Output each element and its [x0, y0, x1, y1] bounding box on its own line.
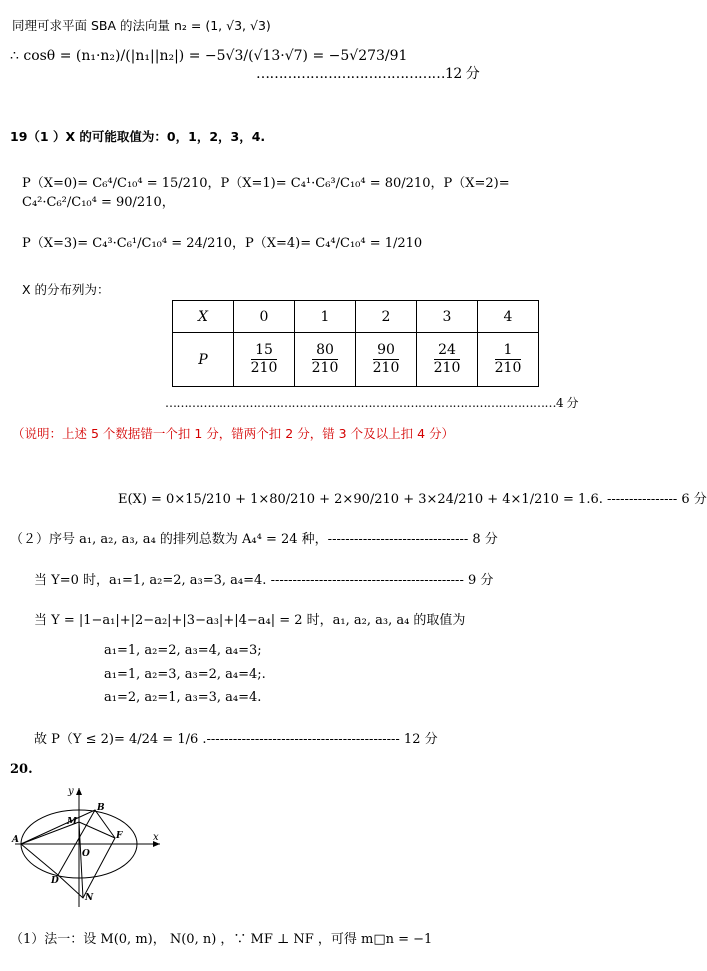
table-row: [173, 333, 539, 387]
score-4: …………………………………………………………………………………………4 分: [165, 396, 578, 410]
label-x: x: [153, 832, 159, 843]
label-y: y: [68, 786, 74, 797]
table-header-cell: 0: [234, 301, 295, 333]
case-1: a₁=1, a₂=2, a₃=4, a₄=3;: [104, 643, 262, 658]
distribution-table: [172, 300, 539, 387]
label-o: O: [82, 849, 90, 859]
label-m: M: [67, 817, 77, 827]
case-2: a₁=1, a₂=3, a₃=2, a₄=4;.: [104, 667, 266, 682]
table-cell: $\frac{24}{210}$: [417, 333, 478, 387]
normal-vector-line: [12, 16, 271, 34]
grading-note: （说明：上述 5 个数据错一个扣 1 分，错两个扣 2 分，错 3 个及以上扣 4 分）: [12, 426, 454, 441]
line-mn: [79, 822, 83, 898]
table-header-row: [173, 301, 539, 333]
score-12-first: ……………………………………12 分: [256, 66, 480, 82]
normal-vector-text: 同理可求平面 SBA 的法向量 n₂ = (1, √3, √3): [12, 18, 271, 33]
probability-row-1: P（X=0)= C₆⁴/C₁₀⁴ = 15/210，P（X=1)= C₄¹·C₆³/C₁₀⁴ = 80/210，P（X=2)= C₄²·C₆²/C₁₀⁴ = 90/210，: [22, 176, 510, 210]
y-equals-2-line: 当 Y = |1−a₁|+|2−a₂|+|3−a₃|+|4−a₄| = 2 时，a₁, a₂, a₃, a₄ 的取值为: [34, 613, 466, 628]
label-f: F: [116, 831, 123, 841]
probability-row-2: P（X=3)= C₄³·C₆¹/C₁₀⁴ = 24/210，P（X=4)= C₄⁴/C₁₀⁴ = 1/210: [22, 236, 423, 251]
table-row-label: P: [173, 333, 234, 387]
part2-line: （２）序号 a₁, a₂, a₃, a₄ 的排列总数为 A₄⁴ = 24 种，-------------------------------- 8 分: [10, 532, 498, 547]
q20-number: 20.: [10, 762, 33, 777]
table-header-cell: 3: [417, 301, 478, 333]
label-d: D: [51, 876, 59, 886]
q19-part1: 19（1 ）X 的可能取值为：0，1，2，3，4.: [10, 129, 266, 144]
label-a: A: [12, 835, 19, 845]
ellipse-figure: [10, 782, 170, 912]
label-b: B: [97, 803, 105, 813]
y-axis-arrow: [76, 788, 82, 795]
table-cell: $\frac{90}{210}$: [356, 333, 417, 387]
table-cell: $\frac{80}{210}$: [295, 333, 356, 387]
table-header-cell: 1: [295, 301, 356, 333]
table-header-cell: 2: [356, 301, 417, 333]
expectation-line: E(X) = 0×15/210 + 1×80/210 + 2×90/210 + 3×24/210 + 4×1/210 = 1.6. ---------------- 6 分: [118, 492, 707, 507]
y-equals-0-line: 当 Y=0 时，a₁=1, a₂=2, a₃=3, a₄=4. -------------------------------------------- 9 分: [34, 573, 494, 588]
conclusion-line: 故 P（Y ≤ 2)= 4/24 = 1/6 .-------------------------------------------- 12 分: [34, 732, 438, 747]
case-3: a₁=2, a₂=1, a₃=3, a₄=4.: [104, 690, 262, 705]
table-cell: $\frac{15}{210}$: [234, 333, 295, 387]
distribution-label: X 的分布列为：: [22, 282, 110, 297]
cos-theta-text: ∴ cosθ = (n₁·n₂)/(|n₁||n₂|) = −5√3/(√13·√7) = −5√273/91: [10, 48, 408, 64]
table-header-cell: X: [173, 301, 234, 333]
label-n: N: [85, 893, 94, 903]
cos-theta-line: [10, 48, 408, 64]
table-cell: $\frac{1}{210}$: [478, 333, 539, 387]
q20-method-line: （1）法一：设 M(0, m)， N(0, n) ，∵ MF ⊥ NF ，可得 m□n = −1: [10, 932, 433, 947]
table-header-cell: 4: [478, 301, 539, 333]
